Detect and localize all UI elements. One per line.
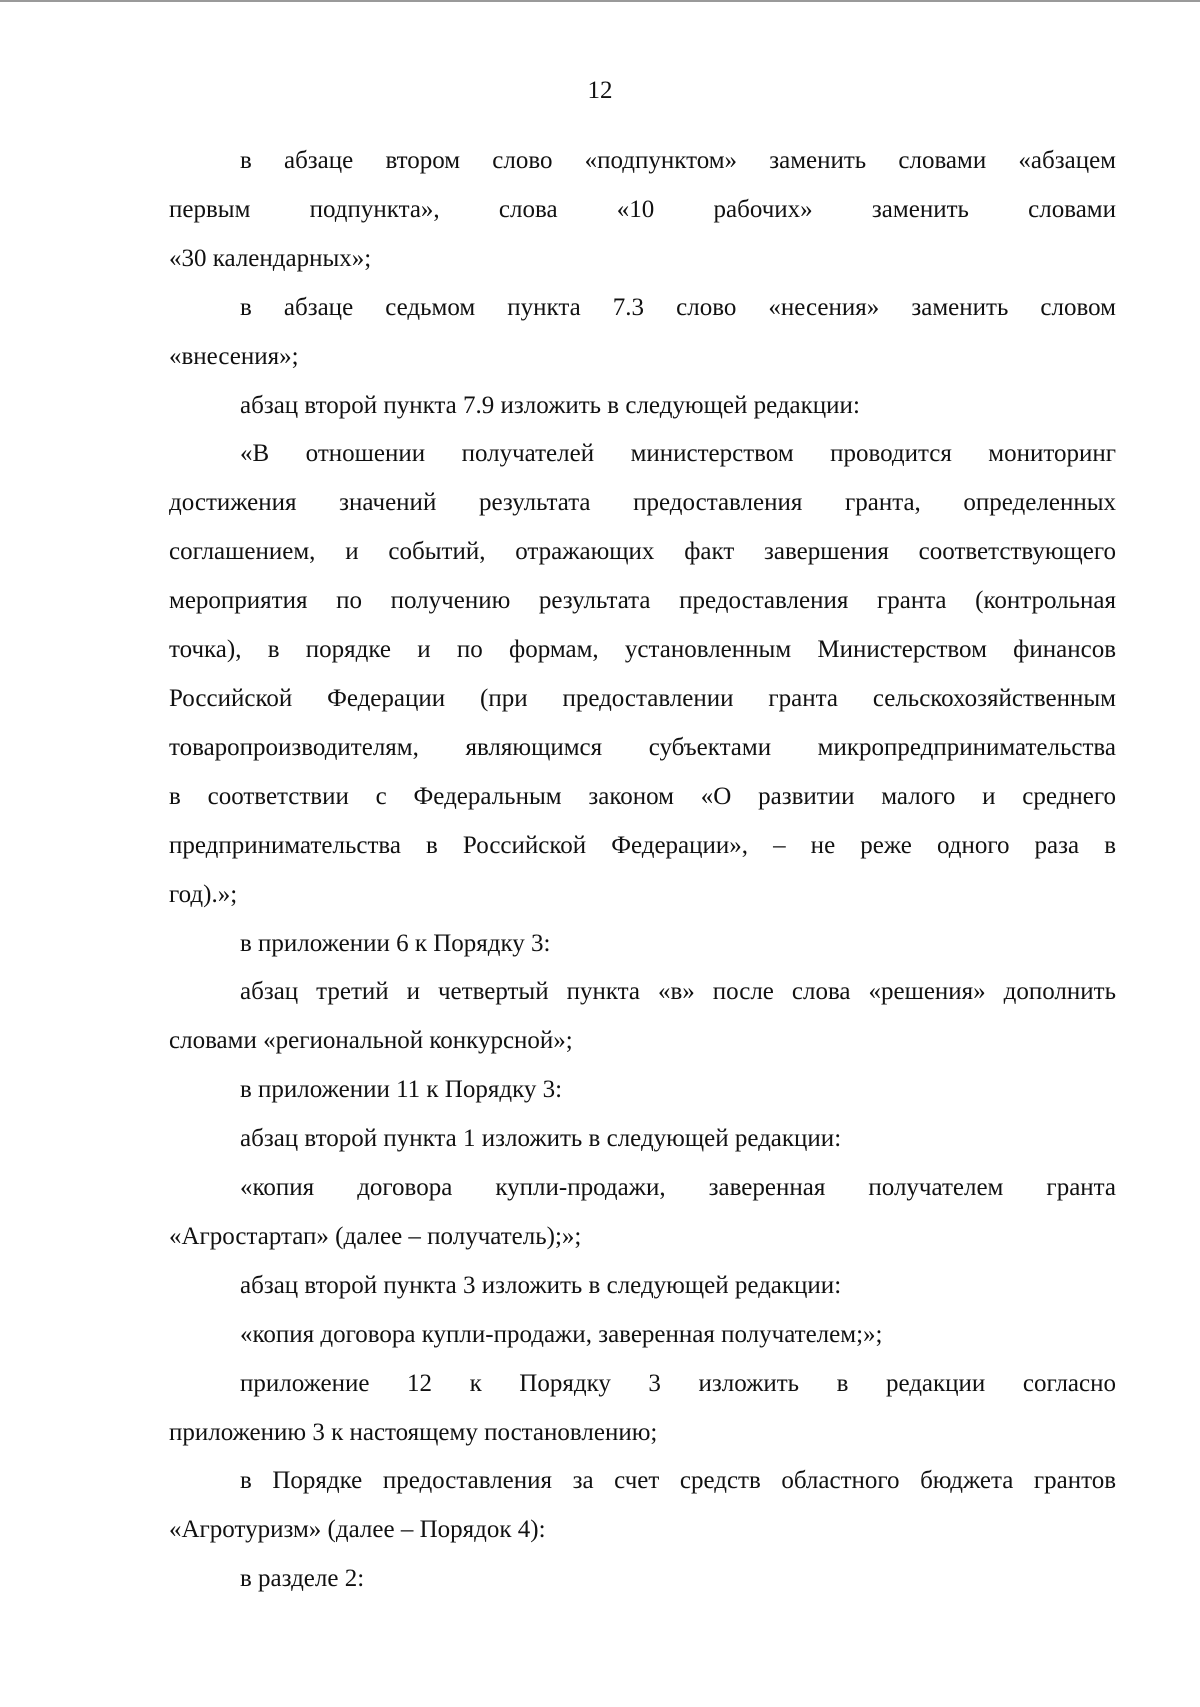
text-line: «Агротуризм» (далее – Порядок 4): [169,1516,546,1544]
paragraph [169,1115,1116,1164]
text-line: абзац второй пункта 7.9 изложить в следующей редакции: [240,391,860,419]
text-line: соглашением, и событий, отражающих факт завершения соответствующего [169,538,1116,566]
text-line: «30 календарных»; [169,244,372,272]
text-line: «Агростартап» (далее – получатель);»; [169,1222,582,1250]
paragraph [169,382,1116,431]
text-line: в приложении 6 к Порядку 3: [240,929,551,957]
text-line: в Порядке предоставления за счет средств областного бюджета грантов [240,1467,1116,1495]
text-line: точка), в порядке и по формам, установленным Министерством финансов [169,636,1116,664]
text-line: абзац второй пункта 1 изложить в следующей редакции: [240,1125,842,1153]
text-line: в приложении 11 к Порядку 3: [240,1076,563,1104]
text-line: предпринимательства в Российской Федерации», – не реже одного раза в [169,831,1116,859]
paragraph [169,920,1116,969]
paragraph [169,1164,1116,1262]
text-line: год).»; [169,880,238,908]
paragraph [169,137,1116,284]
text-line: в разделе 2: [240,1565,365,1593]
text-line: абзац третий и четвертый пункта «в» после слова «решения» дополнить [240,978,1116,1006]
text-line: приложение 12 к Порядку 3 изложить в редакции согласно [240,1369,1116,1397]
text-line: Российской Федерации (при предоставлении гранта сельскохозяйственным [169,684,1116,712]
paragraph [169,1457,1116,1555]
paragraph [169,1360,1116,1458]
paragraph [169,1555,1116,1604]
document-body [169,137,1116,1604]
text-line: в соответствии с Федеральным законом «О развитии малого и среднего [169,782,1116,810]
text-line: «внесения»; [169,342,299,370]
paragraph [169,1311,1116,1360]
text-line: первым подпункта», слова «10 рабочих» заменить словами [169,195,1116,223]
paragraph [169,1262,1116,1311]
page-number: 12 [587,77,613,104]
text-line: абзац второй пункта 3 изложить в следующей редакции: [240,1271,842,1299]
text-line: «копия договора купли-продажи, заверенная получателем;»; [240,1320,883,1348]
page-top-edge [0,0,1200,2]
paragraph [169,1066,1116,1115]
text-line: «В отношении получателей министерством проводится мониторинг [240,440,1116,468]
text-line: словами «региональной конкурсной»; [169,1027,573,1055]
text-line: в абзаце втором слово «подпунктом» заменить словами «абзацем [240,147,1116,174]
paragraph [169,968,1116,1066]
paragraph [169,284,1116,382]
paragraph [169,430,1116,919]
text-line: приложению 3 к настоящему постановлению; [169,1418,658,1446]
text-line: «копия договора купли-продажи, заверенная получателем гранта [240,1174,1116,1202]
text-line: достижения значений результата предоставления гранта, определенных [169,489,1116,517]
text-line: товаропроизводителям, являющимся субъектами микропредпринимательства [169,733,1116,761]
text-line: мероприятия по получению результата предоставления гранта (контрольная [169,587,1116,615]
text-line: в абзаце седьмом пункта 7.3 слово «несения» заменить словом [240,293,1116,321]
